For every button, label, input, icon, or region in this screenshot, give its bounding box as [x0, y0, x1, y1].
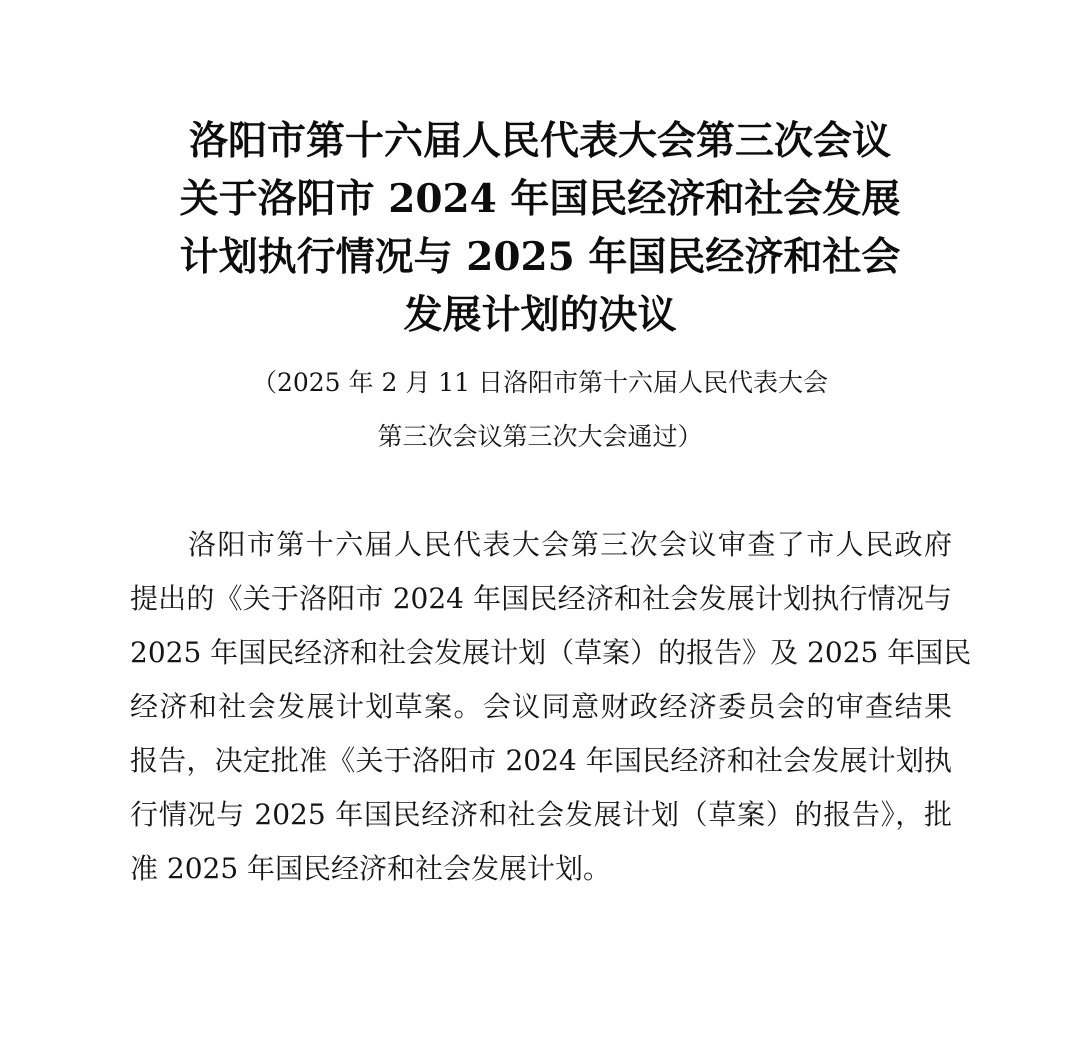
body-line: 提出的《关于洛阳市 2024 年国民经济和社会发展计划执行情况与 — [130, 582, 952, 615]
body-line: 报告，决定批准《关于洛阳市 2024 年国民经济和社会发展计划执 — [130, 744, 952, 777]
title-line: 发展计划的决议 — [403, 292, 677, 338]
title-line: 关于洛阳市 2024 年国民经济和社会发展 — [179, 176, 901, 222]
adoption-note-line: （2025 年 2 月 11 日洛阳市第十六届人民代表大会 — [251, 368, 829, 397]
adoption-note — [100, 356, 980, 464]
body-line: 经济和社会发展计划草案。会议同意财政经济委员会的审查结果 — [130, 690, 952, 723]
resolution-body — [130, 518, 972, 896]
body-line: 2025 年国民经济和社会发展计划（草案）的报告》及 2025 年国民 — [130, 636, 972, 669]
adoption-note-line: 第三次会议第三次大会通过） — [377, 422, 703, 451]
title-line: 洛阳市第十六届人民代表大会第三次会议 — [188, 118, 891, 164]
title-line: 计划执行情况与 2025 年国民经济和社会 — [179, 234, 901, 280]
body-line: 行情况与 2025 年国民经济和社会发展计划（草案）的报告》，批 — [130, 798, 952, 831]
body-line: 准 2025 年国民经济和社会发展计划。 — [130, 852, 612, 885]
body-line: 洛阳市第十六届人民代表大会第三次会议审查了市人民政府 — [188, 528, 952, 561]
document-title — [100, 112, 980, 344]
